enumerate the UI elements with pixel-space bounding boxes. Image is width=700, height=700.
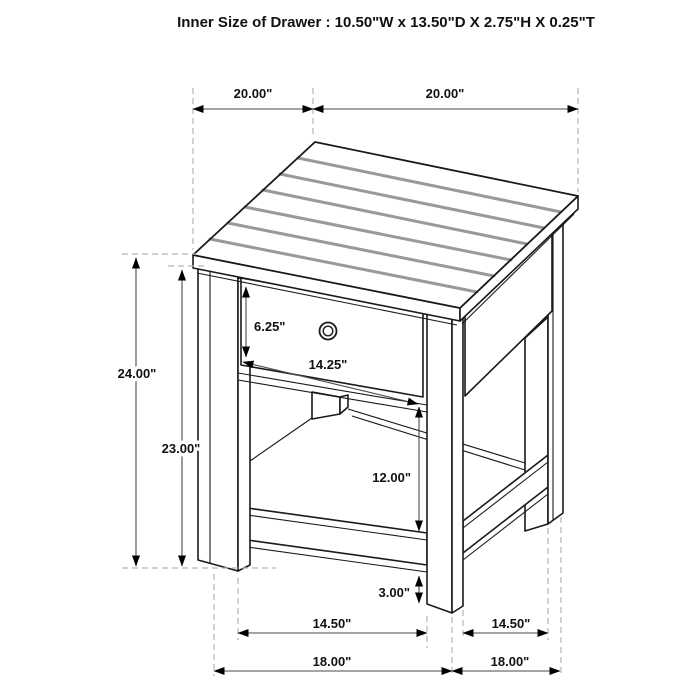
overall-height-label: 24.00" (117, 366, 157, 381)
shelf-to-floor-label: 3.00" (378, 585, 410, 600)
drawer-width-label: 14.25" (308, 357, 348, 372)
page-title: Inner Size of Drawer : 10.50"W x 13.50"D X 2.75"H X 0.25"T (177, 14, 595, 31)
front-leg-span-label: 14.50" (312, 616, 352, 631)
base-depth-label: 18.00" (490, 654, 530, 669)
top-width-label: 20.00" (233, 86, 273, 101)
front-left-leg (198, 258, 238, 571)
shelf-back-left-edge (250, 418, 312, 461)
base-width-label: 18.00" (312, 654, 352, 669)
drawer-height-label: 6.25" (254, 319, 286, 334)
side-leg-span-label: 14.50" (491, 616, 531, 631)
front-right-leg (427, 300, 452, 613)
top-depth-label: 20.00" (425, 86, 465, 101)
under-top-height-label: 23.00" (161, 441, 201, 456)
shelf-opening-label: 12.00" (372, 470, 411, 485)
front-right-leg-side (452, 303, 463, 613)
table-drawing (193, 142, 578, 613)
